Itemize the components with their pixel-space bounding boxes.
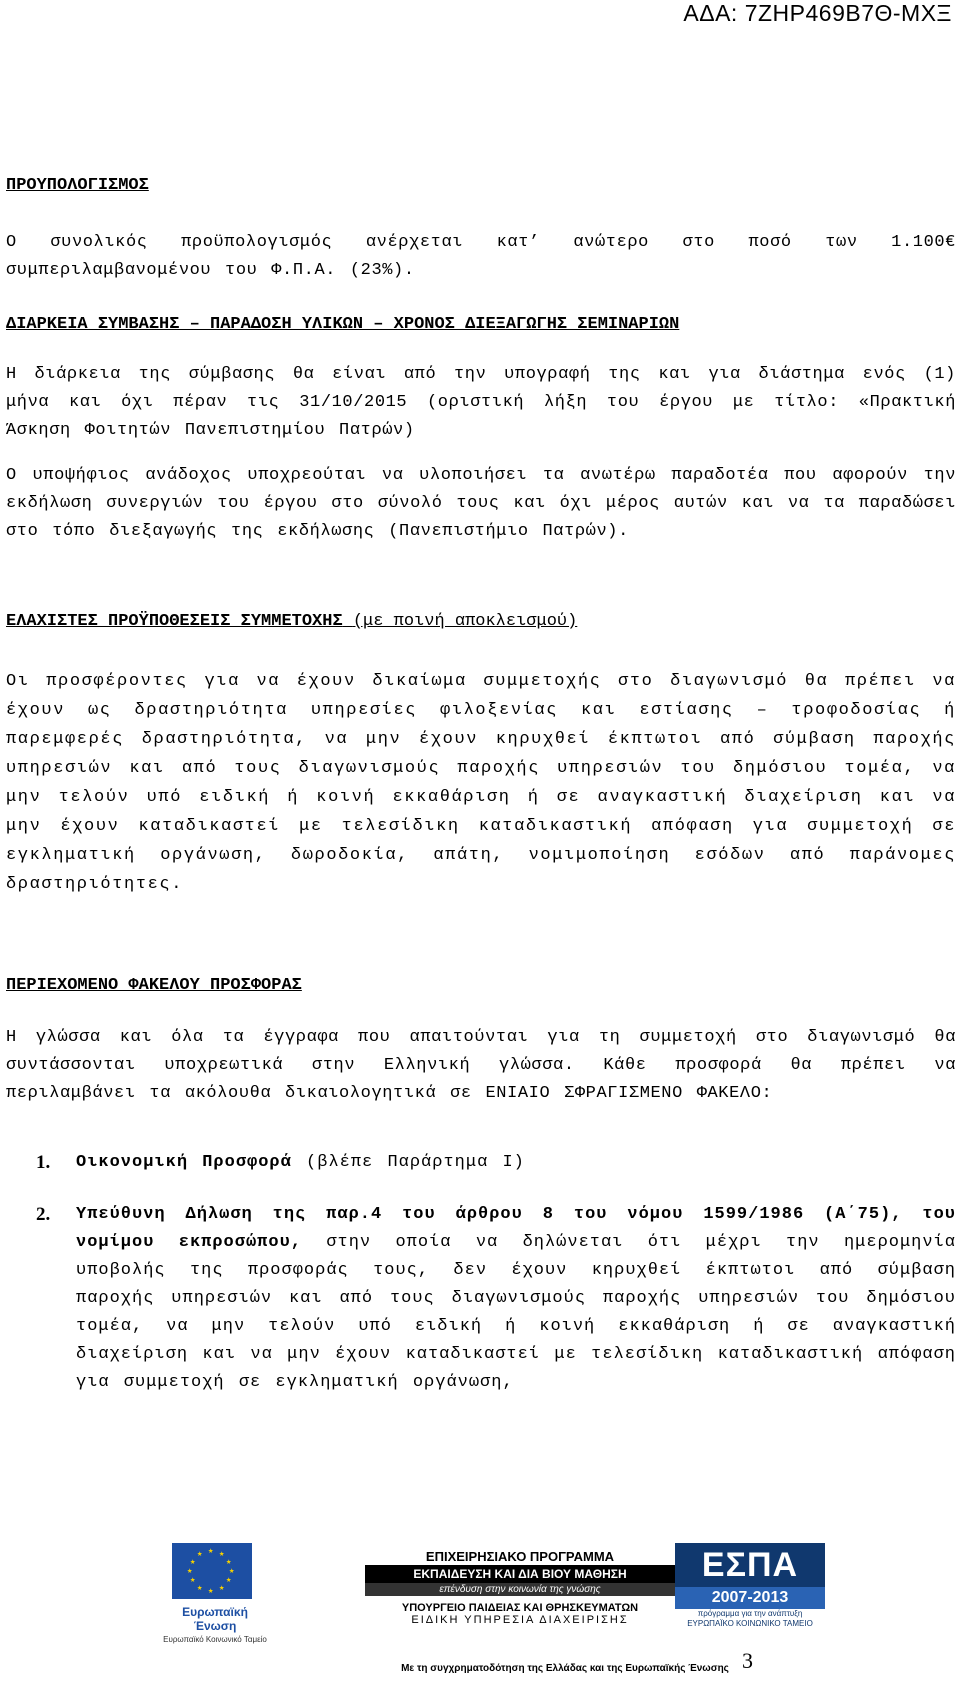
eu-caption: Ευρωπαϊκή Ένωση — [182, 1605, 248, 1633]
page-number: 3 — [742, 1648, 753, 1673]
obligation-paragraph: Ο υποψήφιος ανάδοχος υποχρεούται να υλοποιήσει τα ανωτέρω παραδοτέα που αφορούν την εκδήλωση συνεργιών του έργου στο σύνολό τους και όχι μέρος αυτών και να τα παραδώσει στο τόπο διεξαγωγής της εκδήλωσης (Πανεπιστήμιο Πατρών). — [6, 466, 956, 541]
requirements-heading-sub: (με ποινή αποκλεισμού) — [352, 612, 578, 631]
ep-banner: ΕΚΠΑΙΔΕΥΣΗ ΚΑΙ ΔΙΑ ΒΙΟΥ ΜΑΘΗΣΗ — [365, 1565, 675, 1583]
list-item-bold: Οικονομική Προσφορά — [76, 1153, 292, 1172]
espa-logo — [675, 1543, 825, 1628]
list-item-bold: Υπεύθυνη Δήλωση της παρ.4 του άρθρου 8 του νόμου 1599/1986 (Α΄75), του νομίμου εκπροσώπου, — [76, 1205, 956, 1252]
envelope-paragraph: Η γλώσσα και όλα τα έγγραφα που απαιτούνται για τη συμμετοχή στο διαγωνισμό θα συντάσσονται υποχρεωτικά στην Ελληνική γλώσσα. Κάθε προσφορά θα πρέπει να περιλαμβάνει τα ακόλουθα δικαιολογητικά σε ΕΝΙΑΙΟ ΣΦΡΑΓΙΣΜΕΝΟ ΦΑΚΕΛΟ: — [6, 1028, 956, 1103]
eu-subcaption: Ευρωπαϊκό Κοινωνικό Ταμείο — [163, 1635, 267, 1644]
requirements-heading — [6, 612, 577, 631]
list-item — [36, 1201, 956, 1397]
requirements-heading-main: ΕΛΑΧΙΣΤΕΣ ΠΡΟΫΠΟΘΕΣΕΙΣ ΣΥΜΜΕΤΟΧΗΣ — [6, 612, 343, 631]
list-item-number: 1. — [36, 1152, 51, 1173]
list-item-text: (βλέπε Παράρτημα Ι) — [291, 1153, 525, 1172]
ep-service: ΕΙΔΙΚΗ ΥΠΗΡΕΣΙΑ ΔΙΑΧΕΙΡΙΣΗΣ — [411, 1614, 629, 1626]
eu-flag-icon: ★ ★ ★ ★ ★ ★ ★ ★ ★ ★ ★ ★ — [172, 1543, 252, 1599]
ep-title: ΕΠΙΧΕΙΡΗΣΙΑΚΟ ΠΡΟΓΡΑΜΜΑ — [425, 1549, 615, 1564]
eu-logo — [140, 1543, 267, 1653]
espa-name: ΕΣΠΑ — [675, 1543, 825, 1587]
ep-slogan: επένδυση στην κοινωνία της γνώσης — [365, 1583, 675, 1596]
list-item — [36, 1149, 956, 1177]
cofunding-note: Με τη συγχρηματοδότηση της Ελλάδας και της Ευρωπαϊκής Ένωσης — [401, 1663, 729, 1674]
requirements-paragraph: Οι προσφέροντες για να έχουν δικαίωμα συμμετοχής στο διαγωνισμό θα πρέπει να έχουν ως δραστηριότητα υπηρεσίες φιλοξενίας και εστίασης – τροφοδοσίας ή παρεμφερές δραστηριότητα, να μην έχουν κηρυχθεί έκπτωτοι από σύμβαση παροχής υπηρεσιών και από τους διαγωνισμούς παροχής υπηρεσιών του δημόσιου τομέα, να μην τελούν υπό ειδική ή κοινή εκκαθάριση ή σε αναγκαστική διαχείριση και να μην έχουν καταδικαστεί με τελεσίδικη καταδικαστική απόφαση για συμμετοχή σε εγκληματική οργάνωση, δωροδοκία, απάτη, νομιμοποίηση εσόδων από παράνομες δραστηριότητες. — [6, 672, 956, 894]
espa-years: 2007-2013 — [675, 1587, 825, 1609]
envelope-heading: ΠΕΡΙΕΧΟΜΕΝΟ ΦΑΚΕΛΟΥ ΠΡΟΣΦΟΡΑΣ — [6, 976, 302, 995]
budget-paragraph: Ο συνολικός προϋπολογισμός ανέρχεται κατ’ ανώτερο στο ποσό των 1.100€ συμπεριλαμβανομένου του Φ.Π.Α. (23%). — [6, 233, 956, 280]
ada-header: ΑΔΑ: 7ΖΗΡ469Β7Θ-ΜΧΞ — [683, 0, 952, 26]
espa-sub: πρόγραμμα για την ανάπτυξη ΕΥΡΩΠΑΪΚΟ ΚΟΙΝΩΝΙΚΟ ΤΑΜΕΙΟ — [687, 1609, 813, 1628]
ep-ministry: ΥΠΟΥΡΓΕΙΟ ΠΑΙΔΕΙΑΣ ΚΑΙ ΘΡΗΣΚΕΥΜΑΤΩΝ — [401, 1602, 639, 1614]
list-item-number: 2. — [36, 1204, 51, 1225]
duration-heading: ΔΙΑΡΚΕΙΑ ΣΥΜΒΑΣΗΣ – ΠΑΡΑΔΟΣΗ ΥΛΙΚΩΝ – ΧΡΟΝΟΣ ΔΙΕΞΑΓΩΓΗΣ ΣΕΜΙΝΑΡΙΩΝ — [6, 315, 680, 334]
list-item-text: στην οποία να δηλώνεται ότι μέχρι την ημερομηνία υποβολής της προσφοράς τους, δεν έχουν κηρυχθεί έκπτωτοι από σύμβαση παροχής υπηρεσιών και από τους διαγωνισμούς παροχής υπηρεσιών του δημόσιου τομέα, να μην τελούν υπό ειδική ή κοινή εκκαθάριση ή σε αναγκαστική διαχείριση και να μην έχουν καταδικαστεί με τελεσίδικη καταδικαστική απόφαση για συμμετοχή σε εγκληματική οργάνωση, — [76, 1233, 956, 1392]
operational-programme-logo — [365, 1549, 675, 1626]
budget-heading: ΠΡΟΥΠΟΛΟΓΙΣΜΟΣ — [6, 176, 149, 195]
duration-paragraph: Η διάρκεια της σύμβασης θα είναι από την υπογραφή της και για διάστημα ενός (1) μήνα και όχι πέραν τις 31/10/2015 (οριστική λήξη του έργου με τίτλο: «Πρακτική Άσκηση Φοιτητών Πανεπιστημίου Πατρών) — [6, 365, 956, 440]
